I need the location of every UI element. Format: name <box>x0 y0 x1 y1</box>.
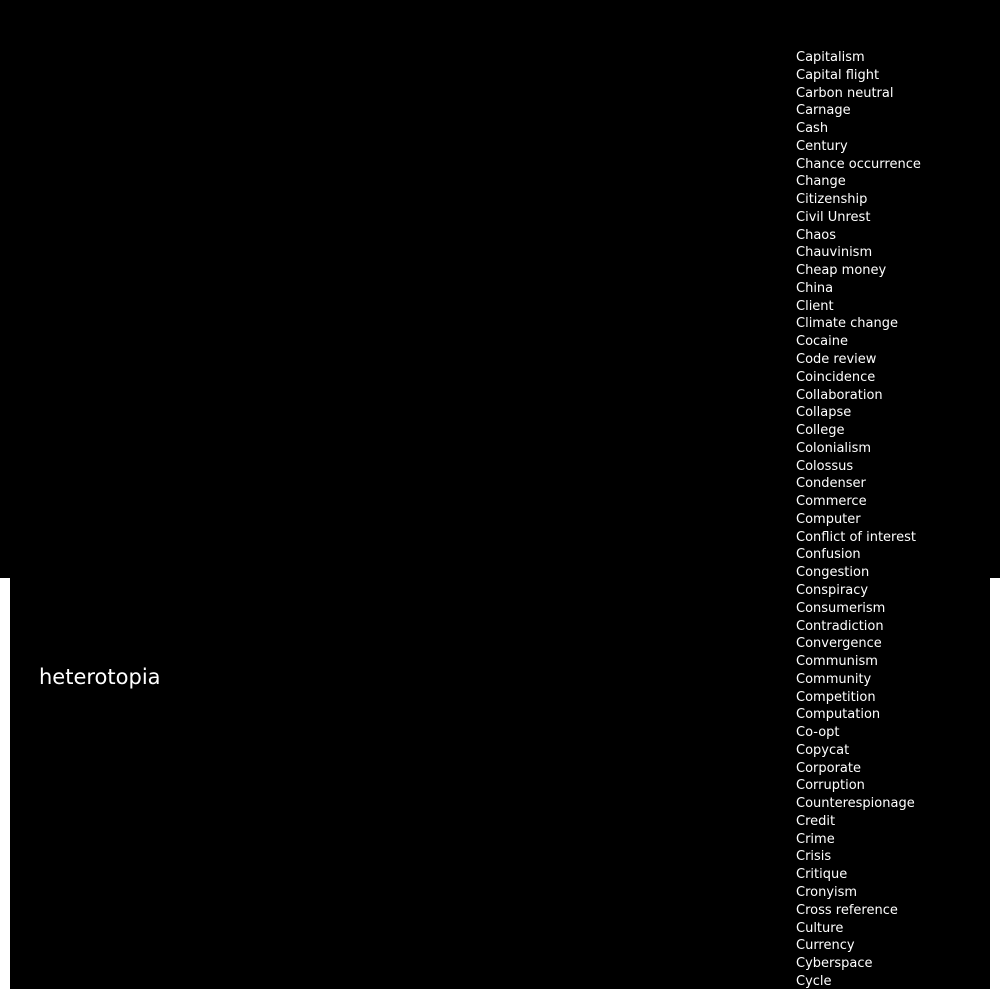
word-list-item: Chaos <box>796 227 837 243</box>
word-list-item: Copycat <box>796 742 850 758</box>
word-list-item: Culture <box>796 920 844 936</box>
word-list-item: Crime <box>796 831 835 847</box>
word-list-item: Communism <box>796 654 878 670</box>
word-list-item: Corporate <box>796 760 861 776</box>
word-list-item: Client <box>796 298 834 314</box>
word-list-item: Collapse <box>796 405 852 421</box>
word-list-item: Conflict of interest <box>796 529 916 545</box>
word-list-item: Colossus <box>796 458 854 474</box>
word-list-item: Chance occurrence <box>796 156 921 172</box>
word-list-item: Coincidence <box>796 369 876 385</box>
word-list-item: Capitalism <box>796 50 865 65</box>
word-list-item: Conspiracy <box>796 582 869 598</box>
word-list-item: Contradiction <box>796 618 884 634</box>
word-list-item: Climate change <box>796 316 899 332</box>
word-list-item: Condenser <box>796 476 866 492</box>
word-list-item: Cyberspace <box>796 956 873 972</box>
word-list-item: Congestion <box>796 565 870 581</box>
word-list-item: Cross reference <box>796 902 898 918</box>
word-list-item: Corruption <box>796 778 865 794</box>
word-list-item: Confusion <box>796 547 861 563</box>
word-list-item: Computation <box>796 707 881 723</box>
word-list <box>796 49 921 991</box>
word-list-item: Civil Unrest <box>796 209 871 225</box>
word-list-item: Cheap money <box>796 263 887 279</box>
word-list-item: Critique <box>796 867 848 883</box>
word-list-item: College <box>796 423 845 439</box>
word-list-item: Convergence <box>796 636 882 652</box>
word-list-item: Century <box>796 138 848 154</box>
word-list-item: Co-opt <box>796 725 840 741</box>
word-list-item: Community <box>796 671 872 687</box>
word-list-item: Cash <box>796 121 829 137</box>
word-list-item: Change <box>796 174 846 190</box>
page-title: heterotopia <box>39 665 161 689</box>
word-list-item: Cocaine <box>796 334 848 350</box>
word-list-item: Computer <box>796 511 861 527</box>
word-list-item: Crisis <box>796 849 832 865</box>
word-list-item: Chauvinism <box>796 245 873 261</box>
word-list-item: Competition <box>796 689 876 705</box>
word-list-item: Carbon neutral <box>796 85 894 101</box>
word-list-item: Colonialism <box>796 440 872 456</box>
word-list-item: Counterespionage <box>796 796 915 812</box>
word-list-item: Consumerism <box>796 600 886 616</box>
word-list-item: Capital flight <box>796 67 880 83</box>
word-list-item: Currency <box>796 938 855 954</box>
word-list-item: Commerce <box>796 494 867 510</box>
word-list-item: Collaboration <box>796 387 883 403</box>
word-list-item: Carnage <box>796 103 851 119</box>
word-list-item: Cronyism <box>796 884 858 900</box>
word-list-item: Credit <box>796 813 836 829</box>
word-list-item: Code review <box>796 352 877 368</box>
word-list-item: China <box>796 280 834 296</box>
word-list-item: Cycle <box>796 973 832 989</box>
word-list-item: Citizenship <box>796 192 868 208</box>
